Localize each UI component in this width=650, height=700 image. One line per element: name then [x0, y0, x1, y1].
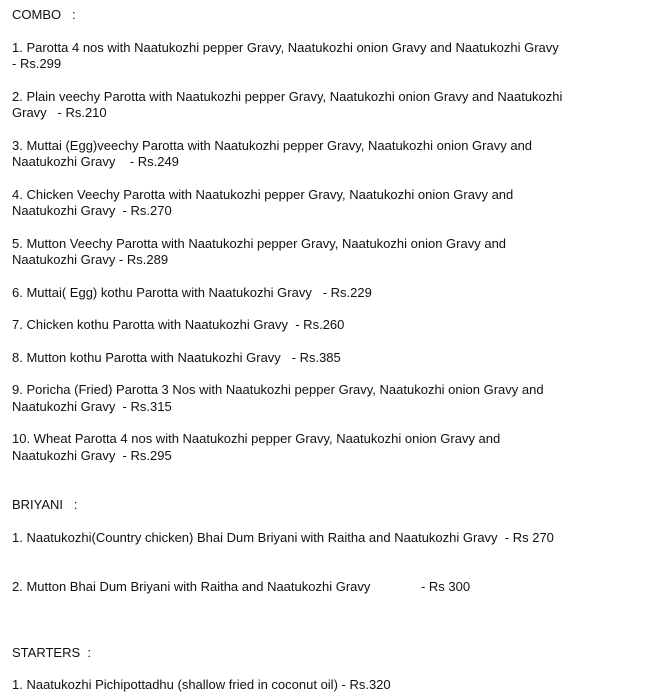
briyani-heading: BRIYANI : — [12, 497, 78, 512]
combo-item-4: 4. Chicken Veechy Parotta with Naatukozhi pepper Gravy, Naatukozhi onion Gravy and Naatukozhi Gravy - Rs.270 — [12, 186, 514, 218]
briyani-item-2: 2. Mutton Bhai Dum Briyani with Raitha and Naatukozhi Gravy - Rs 300 — [12, 579, 471, 594]
starters-heading: STARTERS : — [12, 644, 91, 660]
combo-item-2: 2. Plain veechy Parotta with Naatukozhi pepper Gravy, Naatukozhi onion Gravy and Naatukozhi Gravy - Rs.210 — [12, 88, 563, 120]
briyani-item-1: 1. Naatukozhi(Country chicken) Bhai Dum Briyani with Raitha and Naatukozhi Gravy - Rs 270 — [12, 529, 554, 545]
combo-section — [12, 7, 638, 464]
menu-document — [12, 7, 638, 694]
combo-item-9: 9. Poricha (Fried) Parotta 3 Nos with Naatukozhi pepper Gravy, Naatukozhi onion Gravy and Naatukozhi Gravy - Rs.315 — [12, 382, 544, 414]
briyani-section — [12, 497, 638, 596]
combo-item-10: 10. Wheat Parotta 4 nos with Naatukozhi pepper Gravy, Naatukozhi onion Gravy and Naatukozhi Gravy - Rs.295 — [12, 431, 501, 463]
combo-item-3: 3. Muttai (Egg)veechy Parotta with Naatukozhi pepper Gravy, Naatukozhi onion Gravy and Naatukozhi Gravy - Rs.249 — [12, 137, 533, 169]
combo-heading: COMBO : — [12, 7, 76, 22]
starters-section — [12, 645, 638, 694]
combo-item-8: 8. Mutton kothu Parotta with Naatukozhi Gravy - Rs.385 — [12, 349, 341, 365]
combo-item-5: 5. Mutton Veechy Parotta with Naatukozhi pepper Gravy, Naatukozhi onion Gravy and Naatukozhi Gravy - Rs.289 — [12, 235, 507, 267]
starters-item-1: 1. Naatukozhi Pichipottadhu (shallow fried in coconut oil) - Rs.320 — [12, 677, 391, 692]
combo-item-1: 1. Parotta 4 nos with Naatukozhi pepper Gravy, Naatukozhi onion Gravy and Naatukozhi Gravy - Rs.299 — [12, 39, 559, 71]
combo-item-6: 6. Muttai( Egg) kothu Parotta with Naatukozhi Gravy - Rs.229 — [12, 284, 372, 300]
combo-item-7: 7. Chicken kothu Parotta with Naatukozhi Gravy - Rs.260 — [12, 317, 345, 332]
